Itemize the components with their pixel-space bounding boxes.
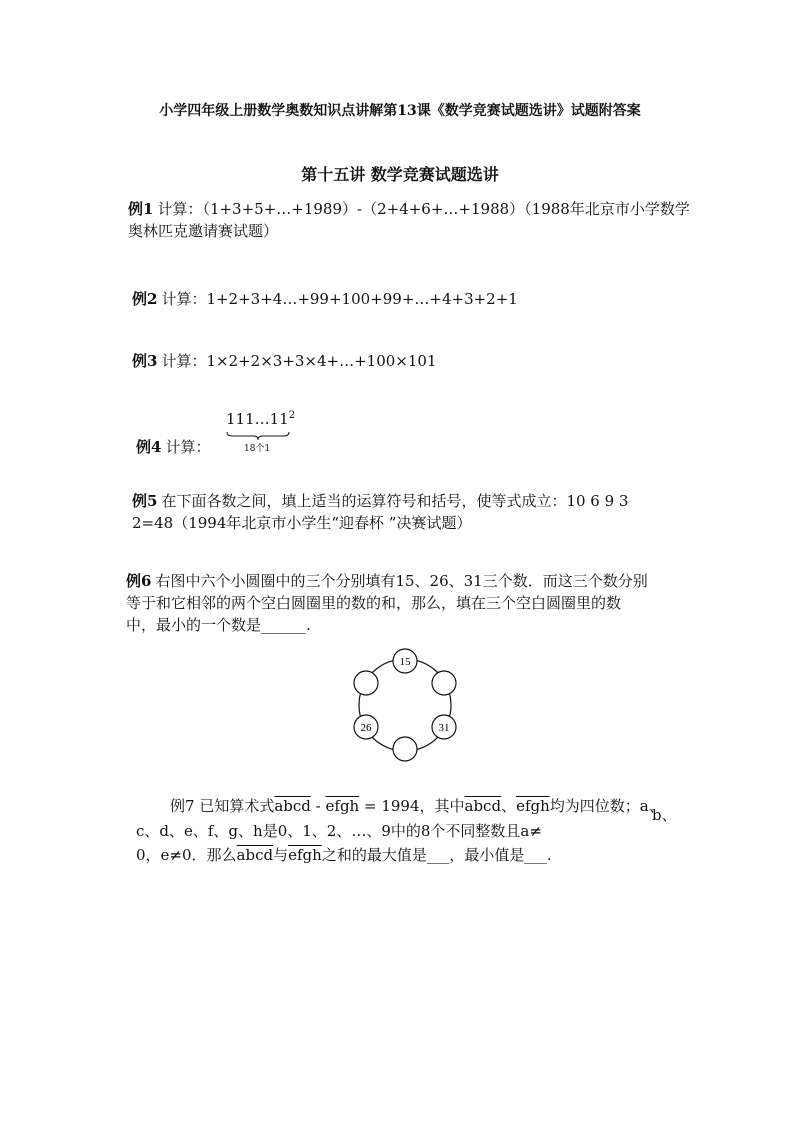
example-1 [128,198,690,242]
small-circle-upper-right [432,671,456,695]
example-5-line-1: 在下面各数之间，填上适当的运算符号和括号，使等式成立：10 6 9 3 [161,492,629,510]
example-7-line-2: c、d、e、f、g、h是0、1、2、…、9中的8个不同整数且a≠ [136,822,542,840]
example-4 [136,436,210,458]
example-2 [132,288,518,310]
overline-efgh-3: efgh [288,846,322,864]
circle-label-lower-right: 31 [438,722,450,734]
example-6 [126,570,648,636]
example-7-text-e: 与 [273,846,289,864]
example-4-text: 计算： [165,438,211,456]
example-5 [132,490,628,534]
example-7-line-1 [170,795,664,817]
example-7-line-3 [136,844,552,866]
lecture-title: 第十五讲 数学竞赛试题选讲 [301,165,499,184]
example-7-text-c: 均为四位数；a、 [549,797,664,815]
example-7-text-f: 之和的最大值是___，最小值是___. [321,846,552,864]
small-circle-bottom [393,737,417,761]
underbrace-icon [226,431,290,441]
example-7-text-b: = 1994，其中 [359,797,465,815]
overline-abcd: abcd [274,797,311,815]
example-1-line-1: 计算：（1+3+5+…+1989）-（2+4+6+…+1988）（1988年北京市小学数学 [157,200,690,218]
example-3-text: 计算：1×2+2×3+3×4+…+100×101 [161,352,437,370]
overline-abcd-3: abcd [236,846,274,864]
example-6-line-3: 中，最小的一个数是______. [126,616,311,634]
example-5-line-2: 2=48（1994年北京市小学生“迎春杯 ”决赛试题） [132,514,472,532]
example-4-expression [222,410,302,454]
overline-efgh: efgh [325,797,360,815]
example-6-line-1: 右图中六个小圆圈中的三个分别填有15、26、31三个数．而这三个数分别 [155,572,648,590]
example-6-line-2: 等于和它相邻的两个空白圆圈里的数的和，那么，填在三个空白圆圈里的数 [126,594,622,612]
example-4-number: 111…11 [226,410,289,428]
small-circle-upper-left [354,671,378,695]
example-6-label: 例6 [126,572,152,590]
document-header-title: 小学四年级上册数学奥数知识点讲解第13课《数学竞赛试题选讲》试题附答案 [159,103,641,119]
example-4-exponent: 2 [288,410,296,421]
example-1-label: 例1 [128,200,154,218]
example-2-text: 计算：1+2+3+4…+99+100+99+…+4+3+2+1 [161,290,518,308]
example-7-text-a: 已知算术式 [199,797,275,815]
overline-abcd-2: abcd [464,797,502,815]
example-2-label: 例2 [132,290,158,308]
example-1-line-2: 奥林匹克邀请赛试题） [128,222,279,240]
circle-diagram [350,645,460,765]
circle-label-top: 15 [399,656,411,668]
example-4-label: 例4 [136,438,162,456]
example-7-text-d: 0，e≠0．那么 [136,846,237,864]
example-7-b: b、 [652,806,677,824]
minus-sign: - [310,797,326,815]
example-7-label: 例7 [170,797,195,815]
circle-label-lower-left: 26 [360,722,372,734]
separator: 、 [501,797,517,815]
example-5-label: 例5 [132,492,158,510]
example-3-label: 例3 [132,352,158,370]
overline-efgh-2: efgh [516,797,550,815]
example-4-underbrace-label: 18个1 [244,444,271,454]
example-3 [132,350,437,372]
